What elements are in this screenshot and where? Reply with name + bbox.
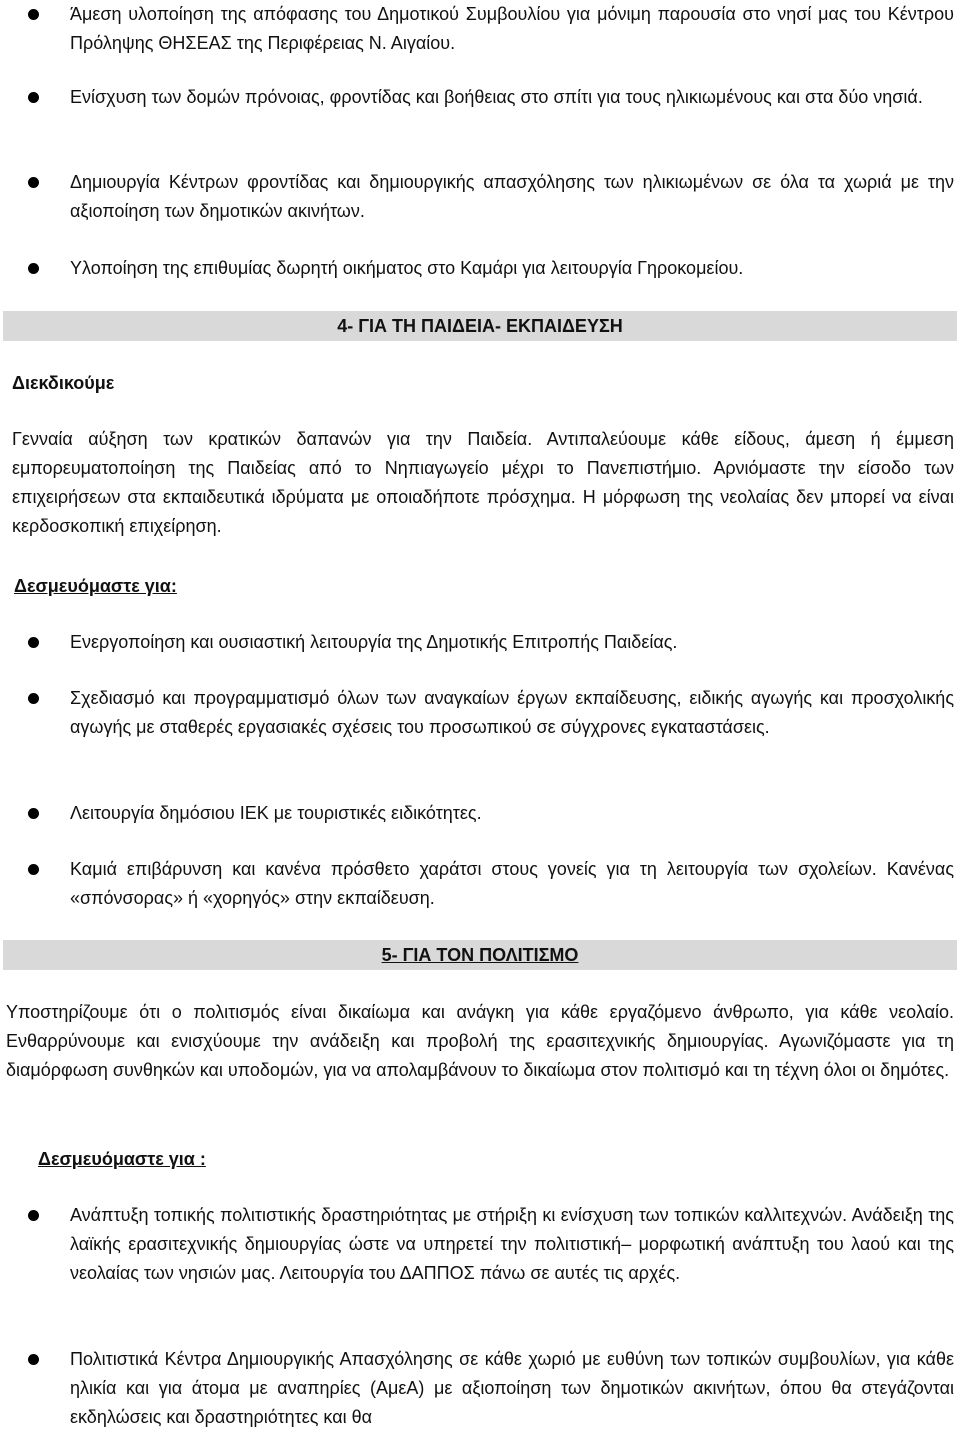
- list-item: Καμιά επιβάρυνση και κανένα πρόσθετο χαράτσι στους γονείς για τη λειτουργία των σχολείων. Κανένας «σπόνσορας» ή «χορηγός» στην εκπαίδευση.: [14, 855, 954, 913]
- list-item: Ενεργοποίηση και ουσιαστική λειτουργία της Δημοτικής Επιτροπής Παιδείας.: [14, 628, 954, 657]
- bullet-icon: [28, 693, 39, 704]
- bullet-icon: [28, 9, 39, 20]
- list-item: Λειτουργία δημόσιου ΙΕΚ με τουριστικές ειδικότητες.: [14, 799, 954, 828]
- education-paragraph: Γενναία αύξηση των κρατικών δαπανών για την Παιδεία. Αντιπαλεύουμε κάθε είδους, άμεση ή έμμεση εμπορευματοποίηση της Παιδείας από το Νηπιαγωγείο μέχρι το Πανεπιστήμιο. Αρνιόμαστε την είσοδο των επιχειρήσεων στα εκπαιδευτικά ιδρύματα με οποιαδήποτε πρόσχημα. Η μόρφωση της νεολαίας δεν μπορεί να είναι κερδοσκοπική επιχείρηση.: [12, 429, 954, 536]
- bullet-icon: [28, 177, 39, 188]
- bullet-icon: [28, 637, 39, 648]
- list-item: Ενίσχυση των δομών πρόνοιας, φροντίδας και βοήθειας στο σπίτι για τους ηλικιωμένους και στα δύο νησιά.: [14, 83, 954, 112]
- list-item: Υλοποίηση της επιθυμίας δωρητή οικήματος στο Καμάρι για λειτουργία Γηροκομείου.: [14, 254, 954, 283]
- list-item: Πολιτιστικά Κέντρα Δημιουργικής Απασχόλησης σε κάθε χωριό με ευθύνη των τοπικών συμβουλίων, για κάθε ηλικία και για άτομα με αναπηρίες (ΑμεΑ) με αξιοποίηση των δημοτικών ακινήτων, όπου θα στεγάζονται εκδηλώσεις και δραστηριότητες και θα: [14, 1345, 954, 1432]
- commit-label-education: Δεσμευόμαστε για:: [14, 576, 177, 596]
- bullet-icon: [28, 808, 39, 819]
- commit-label-culture: Δεσμευόμαστε για :: [38, 1149, 206, 1169]
- bullet-icon: [28, 263, 39, 274]
- bullet-icon: [28, 1354, 39, 1365]
- list-item: Ανάπτυξη τοπικής πολιτιστικής δραστηριότητας με στήριξη κι ενίσχυση των τοπικών καλλιτεχνών. Ανάδειξη της λαϊκής ερασιτεχνικής δημιουργίας ώστε να υπηρετεί την πολιτιστική– μορφωτική ανάπτυξη του λαού και της νεολαίας των νησιών μας. Λειτουργία του ΔΑΠΠΟΣ πάνω σε αυτές τις αρχές.: [14, 1201, 954, 1288]
- bullet-icon: [28, 864, 39, 875]
- section-heading-education: 4- ΓΙΑ ΤΗ ΠΑΙΔΕΙΑ- ΕΚΠΑΙΔΕΥΣΗ: [3, 311, 957, 341]
- claim-label: Διεκδικούμε: [12, 373, 115, 393]
- section-heading-culture: 5- ΓΙΑ ΤΟΝ ΠΟΛΙΤΙΣΜΟ: [3, 940, 957, 970]
- bullet-icon: [28, 1210, 39, 1221]
- list-item: Σχεδιασμό και προγραμματισμό όλων των αναγκαίων έργων εκπαίδευσης, ειδικής αγωγής και προσχολικής αγωγής με σταθερές εργασιακές σχέσεις του προσωπικού σε σύγχρονες εγκαταστάσεις.: [14, 684, 954, 742]
- culture-paragraph: Υποστηρίζουμε ότι ο πολιτισμός είναι δικαίωμα και ανάγκη για κάθε εργαζόμενο άνθρωπο, για κάθε νεολαίο. Ενθαρρύνουμε και ενισχύουμε την ανάδειξη και προβολή της ερασιτεχνικής δημιουργίας. Αγωνιζόμαστε για τη διαμόρφωση συνθηκών και υποδομών, για να απολαμβάνουν το δικαίωμα στον πολιτισμό και τη τέχνη όλοι οι δημότες.: [6, 1002, 954, 1080]
- bullet-icon: [28, 92, 39, 103]
- list-item: Άμεση υλοποίηση της απόφασης του Δημοτικού Συμβουλίου για μόνιμη παρουσία στο νησί μας του Κέντρου Πρόληψης ΘΗΣΕΑΣ της Περιφέρειας Ν. Αιγαίου.: [14, 0, 954, 58]
- list-item: Δημιουργία Κέντρων φροντίδας και δημιουργικής απασχόλησης των ηλικιωμένων σε όλα τα χωριά με την αξιοποίηση των δημοτικών ακινήτων.: [14, 168, 954, 226]
